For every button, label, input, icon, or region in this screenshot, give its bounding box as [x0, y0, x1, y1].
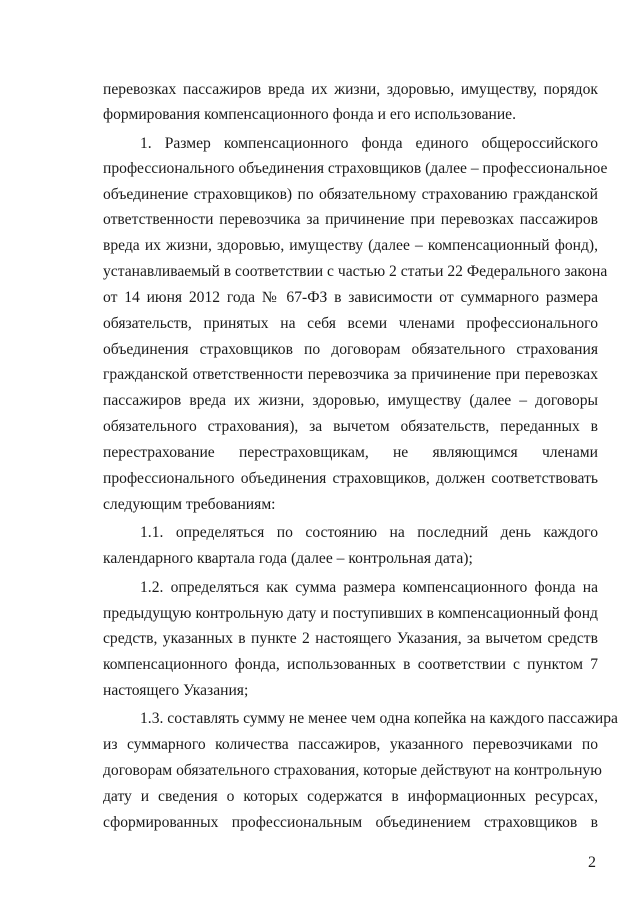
text-line: 1.2. определяться как сумма размера компенсационного фонда на: [140, 579, 598, 596]
text-line: из суммарного количества пассажиров, указанного перевозчиками по: [103, 736, 598, 753]
text-line: следующим требованиям:: [103, 496, 276, 513]
text-line: объединение страховщиков) по обязательному страхованию гражданской: [103, 186, 598, 203]
text-line: вреда их жизни, здоровью, имуществу (далее – компенсационный фонд),: [103, 237, 598, 254]
text-line: перестрахование перестраховщикам, не являющимся членами: [103, 444, 598, 461]
text-line: ответственности перевозчика за причинение при перевозках пассажиров: [103, 211, 598, 228]
text-line: 1.1. определяться по состоянию на последний день каждого: [140, 524, 598, 541]
text-line: профессионального объединения страховщиков, должен соответствовать: [103, 470, 598, 487]
text-line: 1. Размер компенсационного фонда единого общероссийского: [140, 135, 598, 152]
text-line: перевозках пассажиров вреда их жизни, здоровью, имуществу, порядок: [103, 81, 598, 98]
text-line: календарного квартала года (далее – контрольная дата);: [103, 550, 473, 567]
page-number: 2: [588, 854, 596, 871]
text-line: средств, указанных в пункте 2 настоящего Указания, за вычетом средств: [103, 630, 598, 647]
text-line: компенсационного фонда, использованных в соответствии с пунктом 7: [103, 656, 598, 673]
text-line: формирования компенсационного фонда и его использование.: [103, 106, 516, 123]
text-line: сформированных профессиональным объединением страховщиков в: [103, 814, 598, 831]
text-line: пассажиров вреда их жизни, здоровью, имуществу (далее – договоры: [103, 392, 598, 409]
text-line: договорам обязательного страхования, которые действуют на контрольную: [103, 762, 602, 779]
text-line: гражданской ответственности перевозчика за причинение при перевозках: [103, 366, 598, 383]
text-line: обязательств, принятых на себя всеми членами профессионального: [103, 315, 598, 332]
text-line: дату и сведения о которых содержатся в информационных ресурсах,: [103, 788, 598, 805]
text-line: устанавливаемый в соответствии с частью 2 статьи 22 Федерального закона: [103, 263, 608, 280]
text-line: профессионального объединения страховщиков (далее – профессиональное: [103, 160, 608, 177]
text-line: объединения страховщиков по договорам обязательного страхования: [103, 341, 598, 358]
text-line: от 14 июня 2012 года № 67-ФЗ в зависимости от суммарного размера: [103, 289, 598, 306]
text-line: 1.3. составлять сумму не менее чем одна копейка на каждого пассажира: [140, 710, 618, 727]
text-line: предыдущую контрольную дату и поступивших в компенсационный фонд: [103, 605, 598, 622]
text-line: настоящего Указания;: [103, 682, 249, 699]
text-line: обязательного страхования), за вычетом обязательств, переданных в: [103, 418, 598, 435]
